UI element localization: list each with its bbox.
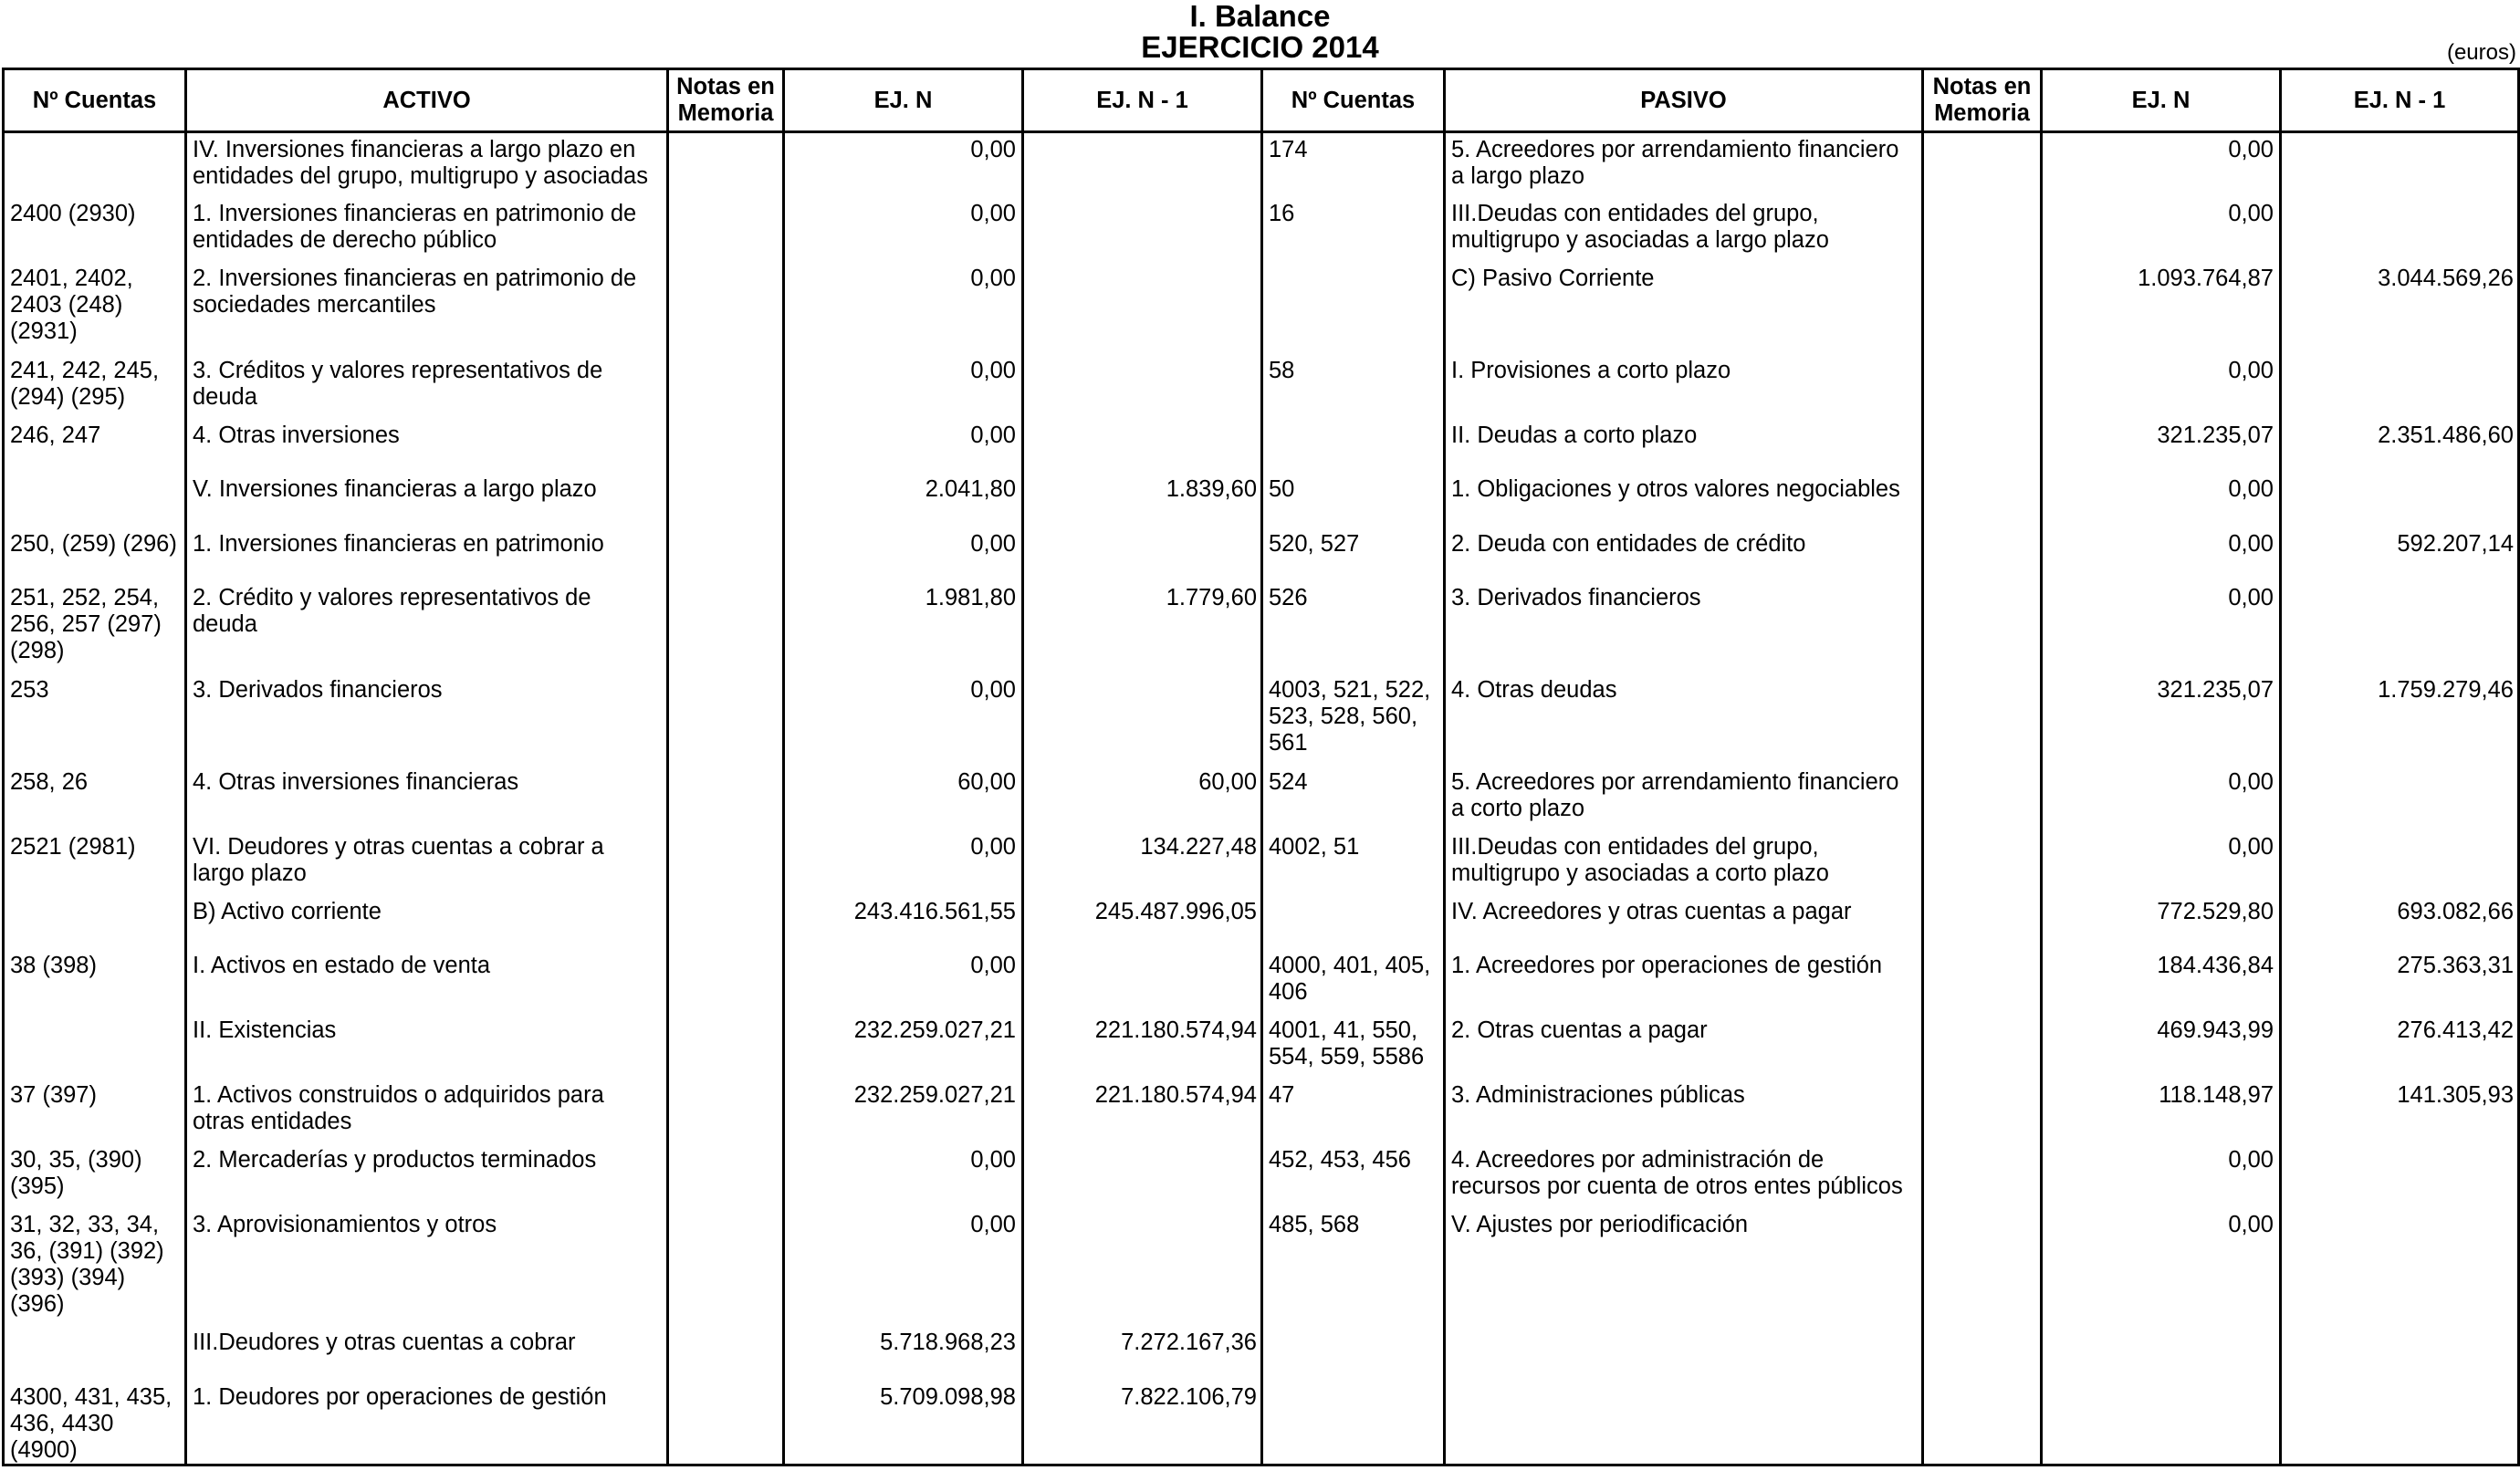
balance-table: [2, 68, 2520, 1466]
table-row: [4, 1079, 2519, 1143]
ejn1-pasivo-cell: [2281, 1326, 2519, 1381]
ejn-pasivo-cell: [2042, 1381, 2281, 1465]
pasivo-cell: [1445, 1326, 1923, 1381]
col-header-cuentas-pasivo: Nº Cuentas: [1262, 69, 1445, 132]
ejn1-activo-cell: [1023, 197, 1262, 262]
ejn1-pasivo-cell: 276.413,42: [2281, 1014, 2519, 1079]
notas-activo-cell: [668, 1381, 784, 1465]
ejn1-activo-cell: 221.180.574,94: [1023, 1079, 1262, 1143]
cuentas-activo-cell: 38 (398): [4, 949, 186, 1014]
notas-pasivo-cell: [1923, 197, 2042, 262]
ejn-pasivo-cell: [2042, 1326, 2281, 1381]
table-row: [4, 1143, 2519, 1208]
cuentas-activo-cell: 241, 242, 245, (294) (295): [4, 354, 186, 419]
pasivo-cell: III.Deudas con entidades del grupo, multigrupo y asociadas a largo plazo: [1445, 197, 1923, 262]
table-row: [4, 262, 2519, 354]
cuentas-activo-cell: 30, 35, (390) (395): [4, 1143, 186, 1208]
pasivo-cell: V. Ajustes por periodificación: [1445, 1208, 1923, 1326]
ejn1-pasivo-cell: [2281, 830, 2519, 895]
activo-cell: II. Existencias: [186, 1014, 668, 1079]
ejn-pasivo-cell: 0,00: [2042, 354, 2281, 419]
ejn-activo-cell: 232.259.027,21: [784, 1014, 1023, 1079]
notas-activo-cell: [668, 949, 784, 1014]
cuentas-pasivo-cell: 4003, 521, 522, 523, 528, 560, 561: [1262, 673, 1445, 766]
table-row: [4, 895, 2519, 949]
table-row: [4, 581, 2519, 673]
pasivo-cell: 4. Acreedores por administración de recursos por cuenta de otros entes públicos: [1445, 1143, 1923, 1208]
cuentas-pasivo-cell: 524: [1262, 766, 1445, 830]
units-label: (euros): [2446, 40, 2516, 65]
pasivo-cell: 2. Otras cuentas a pagar: [1445, 1014, 1923, 1079]
cuentas-activo-cell: [4, 895, 186, 949]
table-header-row: [4, 69, 2519, 132]
table-row: [4, 1014, 2519, 1079]
cuentas-activo-cell: 250, (259) (296): [4, 527, 186, 581]
notas-pasivo-cell: [1923, 1079, 2042, 1143]
ejn-activo-cell: 0,00: [784, 949, 1023, 1014]
activo-cell: 3. Derivados financieros: [186, 673, 668, 766]
notas-activo-cell: [668, 419, 784, 473]
col-header-ejn1-pasivo: EJ. N - 1: [2281, 69, 2519, 132]
ejn1-activo-cell: [1023, 949, 1262, 1014]
cuentas-pasivo-cell: 58: [1262, 354, 1445, 419]
col-header-notas-activo: Notas en Memoria: [668, 69, 784, 132]
cuentas-pasivo-cell: 16: [1262, 197, 1445, 262]
pasivo-cell: 2. Deuda con entidades de crédito: [1445, 527, 1923, 581]
ejn1-pasivo-cell: [2281, 197, 2519, 262]
notas-pasivo-cell: [1923, 1326, 2042, 1381]
table-row: [4, 132, 2519, 197]
ejn1-pasivo-cell: [2281, 1143, 2519, 1208]
cuentas-pasivo-cell: 4000, 401, 405, 406: [1262, 949, 1445, 1014]
notas-pasivo-cell: [1923, 262, 2042, 354]
ejn1-pasivo-cell: [2281, 1208, 2519, 1326]
ejn1-activo-cell: 134.227,48: [1023, 830, 1262, 895]
notas-pasivo-cell: [1923, 1143, 2042, 1208]
notas-pasivo-cell: [1923, 419, 2042, 473]
activo-cell: 2. Inversiones financieras en patrimonio de sociedades mercantiles: [186, 262, 668, 354]
table-row: [4, 197, 2519, 262]
pasivo-cell: 3. Administraciones públicas: [1445, 1079, 1923, 1143]
notas-activo-cell: [668, 262, 784, 354]
ejn-pasivo-cell: 0,00: [2042, 1208, 2281, 1326]
ejn-activo-cell: 0,00: [784, 527, 1023, 581]
pasivo-cell: 1. Obligaciones y otros valores negociables: [1445, 473, 1923, 527]
ejn1-pasivo-cell: [2281, 132, 2519, 197]
activo-cell: 1. Deudores por operaciones de gestión: [186, 1381, 668, 1465]
page-title: I. Balance: [1189, 0, 1331, 33]
cuentas-pasivo-cell: 452, 453, 456: [1262, 1143, 1445, 1208]
table-row: [4, 354, 2519, 419]
ejn-activo-cell: 1.981,80: [784, 581, 1023, 673]
ejn1-activo-cell: [1023, 673, 1262, 766]
notas-pasivo-cell: [1923, 949, 2042, 1014]
ejn-activo-cell: 232.259.027,21: [784, 1079, 1023, 1143]
activo-cell: 2. Mercaderías y productos terminados: [186, 1143, 668, 1208]
pasivo-cell: 4. Otras deudas: [1445, 673, 1923, 766]
notas-activo-cell: [668, 673, 784, 766]
ejn-pasivo-cell: 0,00: [2042, 830, 2281, 895]
ejn-activo-cell: 243.416.561,55: [784, 895, 1023, 949]
activo-cell: 4. Otras inversiones financieras: [186, 766, 668, 830]
table-row: [4, 419, 2519, 473]
activo-cell: I. Activos en estado de venta: [186, 949, 668, 1014]
cuentas-activo-cell: 246, 247: [4, 419, 186, 473]
pasivo-cell: IV. Acreedores y otras cuentas a pagar: [1445, 895, 1923, 949]
ejn1-activo-cell: [1023, 132, 1262, 197]
notas-activo-cell: [668, 895, 784, 949]
activo-cell: 3. Créditos y valores representativos de deuda: [186, 354, 668, 419]
cuentas-pasivo-cell: [1262, 262, 1445, 354]
ejn1-activo-cell: [1023, 1143, 1262, 1208]
notas-activo-cell: [668, 354, 784, 419]
ejn-pasivo-cell: 0,00: [2042, 197, 2281, 262]
cuentas-pasivo-cell: 485, 568: [1262, 1208, 1445, 1326]
ejn1-pasivo-cell: 1.759.279,46: [2281, 673, 2519, 766]
activo-cell: B) Activo corriente: [186, 895, 668, 949]
ejn1-activo-cell: [1023, 419, 1262, 473]
col-header-ejn-activo: EJ. N: [784, 69, 1023, 132]
col-header-ejn-pasivo: EJ. N: [2042, 69, 2281, 132]
notas-activo-cell: [668, 830, 784, 895]
activo-cell: 3. Aprovisionamientos y otros: [186, 1208, 668, 1326]
ejn-activo-cell: 60,00: [784, 766, 1023, 830]
ejn1-activo-cell: [1023, 354, 1262, 419]
ejn1-pasivo-cell: 3.044.569,26: [2281, 262, 2519, 354]
ejn1-pasivo-cell: [2281, 766, 2519, 830]
ejn-activo-cell: 0,00: [784, 197, 1023, 262]
notas-activo-cell: [668, 473, 784, 527]
notas-pasivo-cell: [1923, 1014, 2042, 1079]
cuentas-pasivo-cell: 47: [1262, 1079, 1445, 1143]
activo-cell: III.Deudores y otras cuentas a cobrar: [186, 1326, 668, 1381]
ejn-pasivo-cell: 0,00: [2042, 527, 2281, 581]
ejn-pasivo-cell: 772.529,80: [2042, 895, 2281, 949]
notas-activo-cell: [668, 1079, 784, 1143]
col-header-pasivo: PASIVO: [1445, 69, 1923, 132]
ejn-activo-cell: 0,00: [784, 1143, 1023, 1208]
ejn1-pasivo-cell: 275.363,31: [2281, 949, 2519, 1014]
pasivo-cell: C) Pasivo Corriente: [1445, 262, 1923, 354]
notas-activo-cell: [668, 766, 784, 830]
ejn-pasivo-cell: 321.235,07: [2042, 673, 2281, 766]
ejn1-activo-cell: [1023, 1208, 1262, 1326]
pasivo-cell: 1. Acreedores por operaciones de gestión: [1445, 949, 1923, 1014]
notas-activo-cell: [668, 1326, 784, 1381]
ejn1-pasivo-cell: 141.305,93: [2281, 1079, 2519, 1143]
notas-pasivo-cell: [1923, 132, 2042, 197]
table-row: [4, 1326, 2519, 1381]
col-header-activo: ACTIVO: [186, 69, 668, 132]
ejn1-activo-cell: 1.839,60: [1023, 473, 1262, 527]
notas-activo-cell: [668, 1143, 784, 1208]
ejn1-activo-cell: [1023, 262, 1262, 354]
ejn1-activo-cell: 60,00: [1023, 766, 1262, 830]
table-row: [4, 766, 2519, 830]
cuentas-activo-cell: [4, 473, 186, 527]
cuentas-activo-cell: 37 (397): [4, 1079, 186, 1143]
notas-activo-cell: [668, 527, 784, 581]
notas-pasivo-cell: [1923, 895, 2042, 949]
notas-pasivo-cell: [1923, 527, 2042, 581]
ejn-pasivo-cell: 321.235,07: [2042, 419, 2281, 473]
activo-cell: VI. Deudores y otras cuentas a cobrar a largo plazo: [186, 830, 668, 895]
col-header-cuentas-activo: Nº Cuentas: [4, 69, 186, 132]
cuentas-pasivo-cell: [1262, 419, 1445, 473]
pasivo-cell: II. Deudas a corto plazo: [1445, 419, 1923, 473]
pasivo-cell: I. Provisiones a corto plazo: [1445, 354, 1923, 419]
ejn1-activo-cell: 221.180.574,94: [1023, 1014, 1262, 1079]
ejn-activo-cell: 2.041,80: [784, 473, 1023, 527]
cuentas-activo-cell: [4, 1326, 186, 1381]
cuentas-activo-cell: [4, 1014, 186, 1079]
ejn-activo-cell: 0,00: [784, 673, 1023, 766]
table-row: [4, 673, 2519, 766]
cuentas-activo-cell: 2521 (2981): [4, 830, 186, 895]
cuentas-activo-cell: 31, 32, 33, 34, 36, (391) (392) (393) (394) (396): [4, 1208, 186, 1326]
page-subtitle: EJERCICIO 2014: [1141, 30, 1379, 64]
ejn1-pasivo-cell: [2281, 354, 2519, 419]
col-header-notas-pasivo: Notas en Memoria: [1923, 69, 2042, 132]
ejn-activo-cell: 0,00: [784, 419, 1023, 473]
activo-cell: V. Inversiones financieras a largo plazo: [186, 473, 668, 527]
cuentas-activo-cell: 253: [4, 673, 186, 766]
pasivo-cell: 5. Acreedores por arrendamiento financiero a corto plazo: [1445, 766, 1923, 830]
col-header-ejn1-activo: EJ. N - 1: [1023, 69, 1262, 132]
ejn-activo-cell: 5.709.098,98: [784, 1381, 1023, 1465]
ejn-pasivo-cell: 469.943,99: [2042, 1014, 2281, 1079]
ejn-pasivo-cell: 0,00: [2042, 766, 2281, 830]
notas-pasivo-cell: [1923, 673, 2042, 766]
cuentas-pasivo-cell: 4002, 51: [1262, 830, 1445, 895]
notas-pasivo-cell: [1923, 354, 2042, 419]
ejn1-activo-cell: 1.779,60: [1023, 581, 1262, 673]
notas-pasivo-cell: [1923, 766, 2042, 830]
ejn-activo-cell: 0,00: [784, 262, 1023, 354]
table-row: [4, 1208, 2519, 1326]
notas-pasivo-cell: [1923, 473, 2042, 527]
cuentas-activo-cell: 251, 252, 254, 256, 257 (297) (298): [4, 581, 186, 673]
cuentas-pasivo-cell: [1262, 1326, 1445, 1381]
ejn1-activo-cell: 245.487.996,05: [1023, 895, 1262, 949]
notas-activo-cell: [668, 1014, 784, 1079]
ejn-pasivo-cell: 0,00: [2042, 132, 2281, 197]
ejn1-activo-cell: [1023, 527, 1262, 581]
notas-pasivo-cell: [1923, 581, 2042, 673]
activo-cell: 1. Inversiones financieras en patrimonio: [186, 527, 668, 581]
ejn-pasivo-cell: 118.148,97: [2042, 1079, 2281, 1143]
cuentas-pasivo-cell: 4001, 41, 550, 554, 559, 5586: [1262, 1014, 1445, 1079]
cuentas-pasivo-cell: [1262, 1381, 1445, 1465]
activo-cell: 2. Crédito y valores representativos de deuda: [186, 581, 668, 673]
ejn-pasivo-cell: 184.436,84: [2042, 949, 2281, 1014]
ejn1-pasivo-cell: [2281, 1381, 2519, 1465]
ejn-pasivo-cell: 0,00: [2042, 581, 2281, 673]
ejn-activo-cell: 0,00: [784, 132, 1023, 197]
ejn-pasivo-cell: 0,00: [2042, 473, 2281, 527]
ejn1-pasivo-cell: [2281, 581, 2519, 673]
cuentas-activo-cell: 2400 (2930): [4, 197, 186, 262]
notas-pasivo-cell: [1923, 1208, 2042, 1326]
ejn1-pasivo-cell: 693.082,66: [2281, 895, 2519, 949]
notas-activo-cell: [668, 1208, 784, 1326]
notas-activo-cell: [668, 197, 784, 262]
cuentas-activo-cell: 258, 26: [4, 766, 186, 830]
cuentas-activo-cell: 4300, 431, 435, 436, 4430 (4900): [4, 1381, 186, 1465]
notas-pasivo-cell: [1923, 1381, 2042, 1465]
table-row: [4, 830, 2519, 895]
table-body: [4, 132, 2519, 1465]
table-row: [4, 527, 2519, 581]
pasivo-cell: 5. Acreedores por arrendamiento financiero a largo plazo: [1445, 132, 1923, 197]
ejn1-activo-cell: 7.272.167,36: [1023, 1326, 1262, 1381]
ejn-pasivo-cell: 0,00: [2042, 1143, 2281, 1208]
table-row: [4, 1381, 2519, 1465]
ejn-activo-cell: 0,00: [784, 354, 1023, 419]
ejn1-activo-cell: 7.822.106,79: [1023, 1381, 1262, 1465]
ejn-pasivo-cell: 1.093.764,87: [2042, 262, 2281, 354]
notas-activo-cell: [668, 581, 784, 673]
ejn-activo-cell: 0,00: [784, 830, 1023, 895]
cuentas-pasivo-cell: 50: [1262, 473, 1445, 527]
pasivo-cell: 3. Derivados financieros: [1445, 581, 1923, 673]
activo-cell: IV. Inversiones financieras a largo plazo en entidades del grupo, multigrupo y asociadas: [186, 132, 668, 197]
ejn1-pasivo-cell: 592.207,14: [2281, 527, 2519, 581]
table-row: [4, 949, 2519, 1014]
cuentas-activo-cell: [4, 132, 186, 197]
table-row: [4, 473, 2519, 527]
cuentas-pasivo-cell: 520, 527: [1262, 527, 1445, 581]
ejn1-pasivo-cell: [2281, 473, 2519, 527]
ejn-activo-cell: 5.718.968,23: [784, 1326, 1023, 1381]
pasivo-cell: [1445, 1381, 1923, 1465]
cuentas-activo-cell: 2401, 2402, 2403 (248) (2931): [4, 262, 186, 354]
cuentas-pasivo-cell: 174: [1262, 132, 1445, 197]
activo-cell: 1. Inversiones financieras en patrimonio de entidades de derecho público: [186, 197, 668, 262]
cuentas-pasivo-cell: 526: [1262, 581, 1445, 673]
notas-pasivo-cell: [1923, 830, 2042, 895]
notas-activo-cell: [668, 132, 784, 197]
activo-cell: 1. Activos construidos o adquiridos para otras entidades: [186, 1079, 668, 1143]
ejn1-pasivo-cell: 2.351.486,60: [2281, 419, 2519, 473]
cuentas-pasivo-cell: [1262, 895, 1445, 949]
pasivo-cell: III.Deudas con entidades del grupo, multigrupo y asociadas a corto plazo: [1445, 830, 1923, 895]
activo-cell: 4. Otras inversiones: [186, 419, 668, 473]
ejn-activo-cell: 0,00: [784, 1208, 1023, 1326]
